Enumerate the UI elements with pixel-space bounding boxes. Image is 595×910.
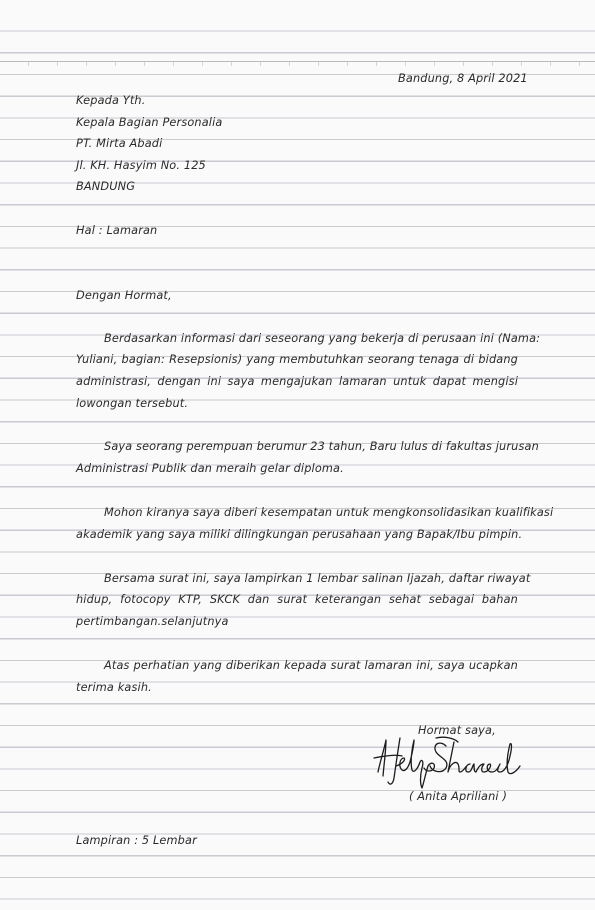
paragraph-3-line-2: akademik yang saya miliki dilingkungan perusahaan yang Bapak/Ibu pimpin. xyxy=(76,528,523,541)
paragraph-4-line-1: Bersama surat ini, saya lampirkan 1 lembar salinan Ijazah, daftar riwayat xyxy=(104,572,531,585)
paper-top-line xyxy=(0,61,595,62)
paragraph-5-line-1: Atas perhatian yang diberikan kepada surat lamaran ini, saya ucapkan xyxy=(104,659,518,672)
recipient-line-3: PT. Mirta Abadi xyxy=(76,137,163,150)
paragraph-1-line-2: Yuliani, bagian: Resepsionis) yang membutuhkan seorang tenaga di bidang xyxy=(76,353,518,366)
paragraph-1-line-1: Berdasarkan informasi dari seseorang yang bekerja di perusaan ini (Nama: xyxy=(104,332,541,345)
paragraph-1-line-4: lowongan tersebut. xyxy=(76,397,189,410)
letter-closing: Hormat saya, xyxy=(418,724,496,737)
paragraph-3-line-1: Mohon kiranya saya diberi kesempatan untuk mengkonsolidasikan kualifikasi xyxy=(104,506,554,519)
attachment-note: Lampiran : 5 Lembar xyxy=(76,834,197,847)
paragraph-4-line-3: pertimbangan.selanjutnya xyxy=(76,615,229,628)
handwritten-signature xyxy=(370,732,540,790)
paragraph-4-line-2: hidup, fotocopy KTP, SKCK dan surat keterangan sehat sebagai bahan xyxy=(76,593,518,606)
letter-date: Bandung, 8 April 2021 xyxy=(398,72,528,85)
recipient-line-2: Kepala Bagian Personalia xyxy=(76,116,223,129)
paragraph-1-line-3: administrasi, dengan ini saya mengajukan lamaran untuk dapat mengisi xyxy=(76,375,518,388)
signer-name: ( Anita Apriliani ) xyxy=(409,790,507,803)
recipient-line-5: BANDUNG xyxy=(76,180,136,193)
letter-subject: Hal : Lamaran xyxy=(76,224,158,237)
paragraph-5-line-2: terima kasih. xyxy=(76,681,152,694)
paragraph-2-line-1: Saya seorang perempuan berumur 23 tahun, Baru lulus di fakultas jurusan xyxy=(104,440,539,453)
paragraph-2-line-2: Administrasi Publik dan meraih gelar diploma. xyxy=(76,462,344,475)
recipient-line-1: Kepada Yth. xyxy=(76,94,146,107)
recipient-line-4: Jl. KH. Hasyim No. 125 xyxy=(76,159,206,172)
letter-greeting: Dengan Hormat, xyxy=(76,289,172,302)
paper-perforation xyxy=(0,0,595,68)
